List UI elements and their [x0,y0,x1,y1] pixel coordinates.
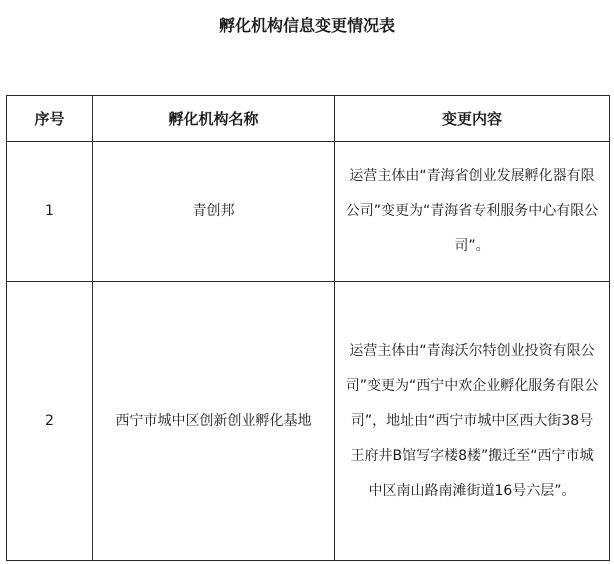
header-content: 变更内容 [335,96,610,142]
page-title: 孵化机构信息变更情况表 [218,16,395,35]
row-content: 运营主体由“青海沃尔特创业投资有限公司”变更为“西宁中欢企业孵化服务有限公司”，地址由“西宁市城中区西大街38号王府井B馆写字楼8楼”搬迁至“西宁市城中区南山路南滩街道16号六层”。 [335,282,610,561]
change-info-table [6,95,610,561]
table-header-row [7,96,610,142]
header-index: 序号 [7,96,93,142]
row-index: 1 [7,142,93,282]
row-name: 西宁市城中区创新创业孵化基地 [93,282,335,561]
table-row [7,282,610,561]
table-row [7,142,610,282]
row-name: 青创邦 [93,142,335,282]
row-content: 运营主体由“青海省创业发展孵化器有限公司”变更为“青海省专利服务中心有限公司”。 [335,142,610,282]
header-name: 孵化机构名称 [93,96,335,142]
row-index: 2 [7,282,93,561]
